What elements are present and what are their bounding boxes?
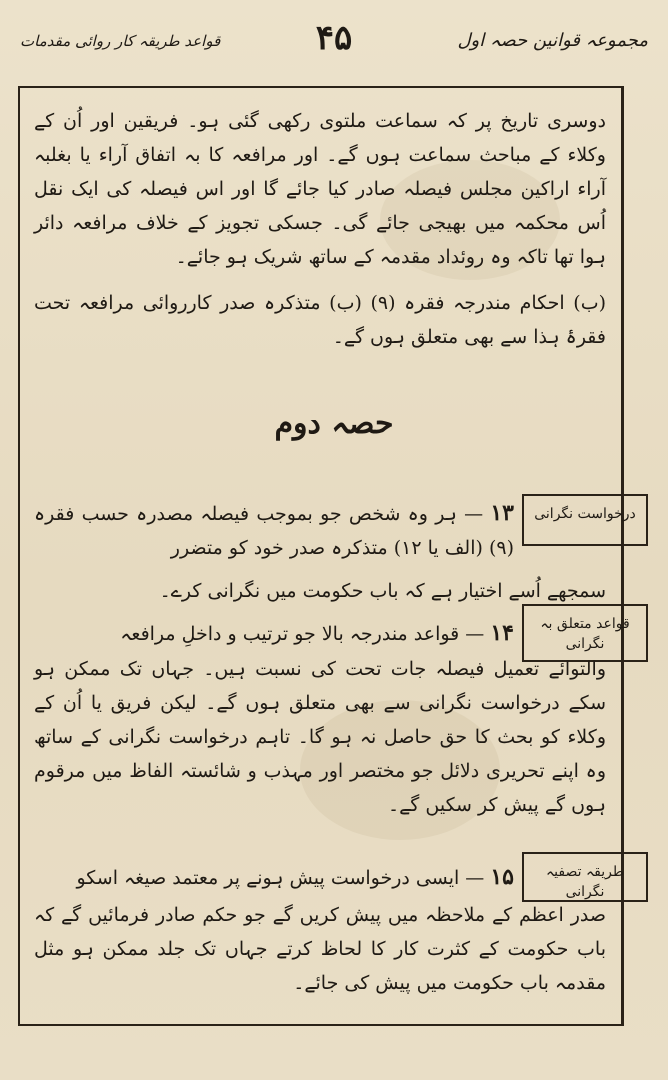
side-label-box-13 [522,494,648,546]
side-label-box-15 [522,852,648,902]
section-title: حصہ دوم [274,406,394,441]
paragraph-1: دوسری تاریخ پر کہ سماعت ملتوی رکھی گئی ہو۔ فریقین اور اُن کے وکلاء کے مباحث سماعت ہوں گے۔ اور مرافعہ کا بہ اتفاق آراء یا بغلبہ آراء اراکین مجلس فیصلہ صادر کیا جائے گا اور اس فیصلہ کی ایک نقل اُس محکمہ میں بھیجی جائے گی۔ جسکی تجویز کے خلاف مرافعہ دائر ہوا تھا تاکہ وہ روئداد مقدمہ کے ساتھ شریک ہو جائے۔ [34,110,606,268]
paragraph-2: (ب) احکام مندرجہ فقرہ (۹) (ب) متذکرہ صدر کارروائی مرافعہ تحت فقرۂ ہذا سے بھی متعلق ہوں گے۔ [34,292,606,348]
section-14-line1-text: — قواعد مندرجہ بالا جو ترتیب و داخلِ مرافعہ [120,623,485,645]
header-book-title: مجموعہ قوانین حصہ اول [457,30,648,51]
side-label-text: درخواست نگرانی [534,506,636,522]
page-number: ۴۵ [315,18,353,58]
section-15-first-line [34,860,514,895]
section-13-number: ۱۳ [490,500,514,526]
section-15-number: ۱۵ [490,864,514,890]
header-chapter-title: قواعد طریقہ کار روائی مقدمات [20,32,221,50]
section-14-first-line [34,616,514,651]
section-15-body: صدر اعظم کے ملاحظہ میں پیش کریں گے جو حکم صادر فرمائیں گے کہ باب حکومت کے کثرت کار کا لحاظ کرتے جہاں تک جلد ممکن ہو مثل مقدمہ باب حکومت میں پیش کی جائے۔ [34,904,606,994]
section-13-line1-text: — ہر وہ شخص جو بموجب فیصلہ مصدرہ حسب فقرہ (۹) (الف یا ۱۲) متذکرہ صدر خود کو متضرر [34,503,514,559]
section-13-body: سمجھے اُسے اختیار ہے کہ باب حکومت میں نگرانی کرے۔ [159,580,606,602]
section-15-line1-text: — ایسی درخواست پیش ہونے پر معتمد صیغہ اسکو [76,867,485,889]
side-label-text: قواعد متعلق بہ نگرانی [540,616,630,652]
section-14-body: والتوائے تعمیل فیصلہ جات تحت کی نسبت ہیں۔ جہاں تک ممکن ہو سکے درخواست نگرانی سے بھی متعلق ہوں گے۔ لیکن فریق یا اُن کے وکلاء کو بحث کا حق حاصل نہ ہو گا۔ تاہم درخواست نگرانی کے ساتھ وہ اپنے تحریری دلائل جو مختصر اور مہذب و شائستہ الفاظ میں مرقوم ہوں گے پیش کر سکیں گے۔ [34,658,606,816]
section-13-first-line [34,496,514,565]
page-header [20,18,648,68]
section-14-number: ۱۴ [490,620,514,646]
side-label-text: طریقہ تصفیہ نگرانی [545,864,625,900]
